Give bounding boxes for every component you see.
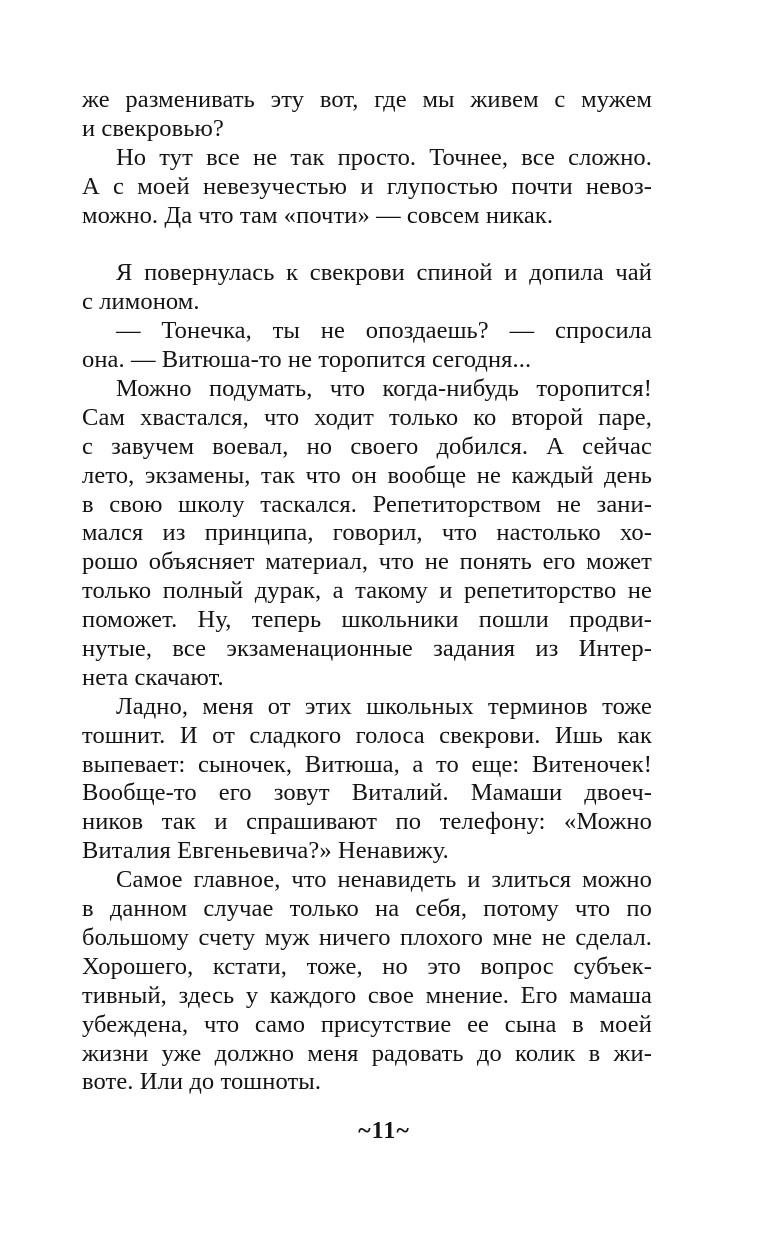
text-line: большому счету муж ничего плохого мне не сделал. — [82, 923, 652, 951]
paragraph-4 — [82, 317, 652, 375]
page-body — [82, 86, 652, 1097]
text-line: тошнит. И от сладкого голоса свекрови. Ишь как — [82, 721, 652, 749]
text-line: Хорошего, кстати, тоже, но это вопрос субъек- — [82, 952, 652, 980]
text-line: можно. Да что там «почти» — совсем никак. — [82, 201, 554, 229]
text-line: нета скачают. — [82, 663, 224, 691]
text-line: — Тонечка, ты не опоздаешь? — спросила — [116, 317, 652, 345]
paragraph-7 — [82, 866, 652, 1097]
paragraph-1 — [82, 86, 652, 144]
text-line: Виталия Евгеньевича?» Ненавижу. — [82, 837, 449, 865]
text-line: воте. Или до тошноты. — [82, 1068, 322, 1096]
text-line: Вообще-то его зовут Виталий. Мамаши двоеч- — [82, 779, 652, 807]
text-line: и свекровью? — [82, 114, 224, 142]
paragraph-2 — [82, 144, 652, 231]
text-line: выпевает: сыночек, Витюша, а то еще: Витеночек! — [82, 750, 652, 778]
text-line: Можно подумать, что когда-нибудь торопится! — [116, 375, 652, 403]
text-line: жизни уже должно меня радовать до колик в жи- — [82, 1039, 652, 1067]
text-line: нутые, все экзаменационные задания из Интер- — [82, 635, 652, 663]
text-line: Самое главное, что ненавидеть и злиться можно — [116, 866, 652, 894]
section-break — [82, 230, 652, 259]
text-line: только полный дурак, а такому и репетиторство не — [82, 577, 652, 605]
paragraph-3 — [82, 259, 652, 317]
paragraph-6 — [82, 693, 652, 866]
text-line: мался из принципа, говорил, что настолько хо- — [82, 519, 652, 547]
text-line: Но тут все не так просто. Точнее, все сложно. — [116, 143, 652, 171]
paragraph-5 — [82, 375, 652, 693]
text-line: убеждена, что само присутствие ее сына в моей — [82, 1010, 652, 1038]
text-line: Я повернулась к свекрови спиной и допила чай — [116, 259, 652, 287]
text-line: с завучем воевал, но своего добился. А сейчас — [82, 432, 652, 460]
text-line: Сам хвастался, что ходит только ко второй паре, — [82, 403, 652, 431]
text-line: тивный, здесь у каждого свое мнение. Его мамаша — [82, 981, 652, 1009]
text-line: Ладно, меня от этих школьных терминов тоже — [116, 692, 652, 720]
page-number: ~11~ — [358, 1118, 410, 1144]
text-line: поможет. Ну, теперь школьники пошли продви- — [82, 606, 652, 634]
text-line: в данном случае только на себя, потому что по — [82, 895, 652, 923]
text-line: в свою школу таскался. Репетиторством не зани- — [82, 490, 652, 518]
text-line: А с моей невезучестью и глупостью почти невоз- — [82, 172, 652, 200]
text-line: с лимоном. — [82, 288, 200, 316]
text-line: ников так и спрашивают по телефону: «Можно — [82, 808, 652, 836]
text-line: лето, экзамены, так что он вообще не каждый день — [82, 461, 652, 489]
text-line: же разменивать эту вот, где мы живем с мужем — [82, 86, 652, 113]
text-line: рошо объясняет материал, что не понять его может — [82, 548, 652, 576]
text-line: она. — Витюша-то не торопится сегодня... — [82, 346, 532, 374]
